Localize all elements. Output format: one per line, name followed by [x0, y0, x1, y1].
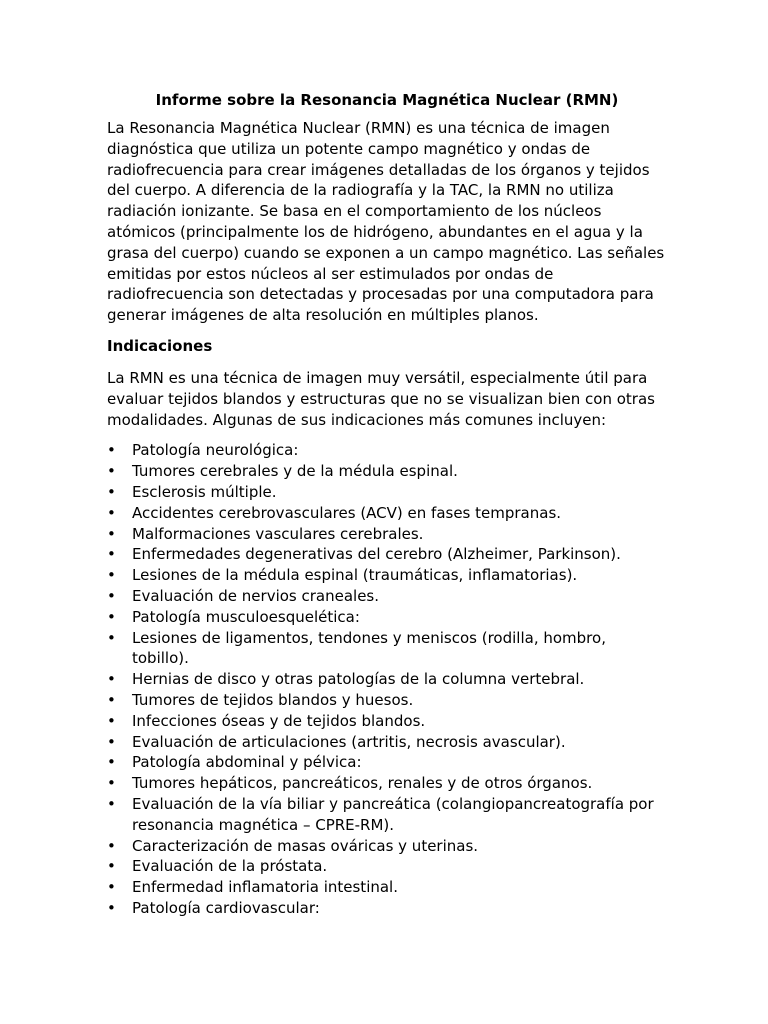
list-item: [107, 877, 667, 898]
indications-paragraph: La RMN es una técnica de imagen muy versátil, especialmente útil para evaluar tejidos blandos y estructuras que no se visualizan bien con otras modalidades. Algunas de sus indicaciones más comunes incluyen:: [107, 368, 655, 429]
list-item-text: Esclerosis múltiple.: [132, 482, 277, 501]
bullet-icon: •: [107, 794, 116, 813]
list-item-text: Patología musculoesquelética:: [132, 607, 360, 626]
list-item-text: Infecciones óseas y de tejidos blandos.: [132, 711, 426, 730]
list-item: [107, 794, 667, 836]
section-heading-indicaciones: Indicaciones: [107, 336, 213, 355]
bullet-icon: •: [107, 898, 116, 917]
bullet-icon: •: [107, 524, 116, 543]
list-item: [107, 628, 667, 670]
list-item: [107, 836, 667, 857]
bullet-icon: •: [107, 732, 116, 751]
intro-paragraph: La Resonancia Magnética Nuclear (RMN) es una técnica de imagen diagnóstica que utiliza un potente campo magnético y ondas de radiofrecuencia para crear imágenes detalladas de los órganos y tejidos del cuerpo. A diferencia de la radiografía y la TAC, la RMN no utiliza radiación ionizante. Se basa en el comportamiento de los núcleos atómicos (principalmente los de hidrógeno, abundantes en el agua y la grasa del cuerpo) cuando se exponen a un campo magnético. Las señales emitidas por estos núcleos al ser estimulados por ondas de radiofrecuencia son detectadas y procesadas por una computadora para generar imágenes de alta resolución en múltiples planos.: [107, 119, 665, 325]
list-item-text: Enfermedad inflamatoria intestinal.: [132, 878, 398, 897]
list-item-text: Patología cardiovascular:: [132, 898, 320, 917]
bullet-icon: •: [107, 670, 116, 689]
list-item: [107, 524, 667, 545]
document-title: Informe sobre la Resonancia Magnética Nuclear (RMN): [155, 91, 619, 109]
list-item: [107, 440, 667, 461]
bullet-icon: •: [107, 545, 116, 564]
bullet-icon: •: [107, 482, 116, 501]
list-item-text: Tumores hepáticos, pancreáticos, renales y de otros órganos.: [132, 774, 593, 793]
list-item: [107, 669, 667, 690]
bullet-icon: •: [107, 878, 116, 897]
indications-list: [107, 440, 667, 918]
list-item-text: Evaluación de articulaciones (artritis, necrosis avascular).: [132, 732, 566, 751]
list-item-text: Tumores cerebrales y de la médula espinal.: [132, 462, 458, 481]
list-item: [107, 503, 667, 524]
list-item: [107, 898, 667, 919]
list-item-text: Accidentes cerebrovasculares (ACV) en fases tempranas.: [132, 503, 562, 522]
bullet-icon: •: [107, 566, 116, 585]
bullet-icon: •: [107, 836, 116, 855]
list-item-text: Evaluación de la próstata.: [132, 857, 328, 876]
list-item-text: Malformaciones vasculares cerebrales.: [132, 524, 424, 543]
list-item: [107, 461, 667, 482]
list-item: [107, 732, 667, 753]
list-item-text: Evaluación de la vía biliar y pancreática (colangiopancreatografía por resonancia magnética – CPRE-RM).: [132, 794, 654, 834]
list-item-text: Evaluación de nervios craneales.: [132, 586, 380, 605]
bullet-icon: •: [107, 462, 116, 481]
list-item: [107, 607, 667, 628]
bullet-icon: •: [107, 628, 116, 647]
list-item-text: Patología abdominal y pélvica:: [132, 753, 362, 772]
bullet-icon: •: [107, 857, 116, 876]
list-item: [107, 752, 667, 773]
list-item: [107, 690, 667, 711]
list-item: [107, 565, 667, 586]
document-page: [107, 88, 667, 919]
bullet-icon: •: [107, 774, 116, 793]
bullet-icon: •: [107, 753, 116, 772]
bullet-icon: •: [107, 586, 116, 605]
bullet-icon: •: [107, 607, 116, 626]
list-item-text: Hernias de disco y otras patologías de la columna vertebral.: [132, 670, 585, 689]
bullet-icon: •: [107, 711, 116, 730]
list-item: [107, 856, 667, 877]
list-item: [107, 586, 667, 607]
bullet-icon: •: [107, 441, 116, 460]
bullet-icon: •: [107, 503, 116, 522]
list-item-text: Lesiones de la médula espinal (traumáticas, inflamatorias).: [132, 566, 578, 585]
list-item: [107, 482, 667, 503]
list-item: [107, 711, 667, 732]
list-item-text: Lesiones de ligamentos, tendones y meniscos (rodilla, hombro, tobillo).: [132, 628, 606, 668]
bullet-icon: •: [107, 690, 116, 709]
list-item-text: Caracterización de masas ováricas y uterinas.: [132, 836, 479, 855]
list-item-text: Enfermedades degenerativas del cerebro (Alzheimer, Parkinson).: [132, 545, 621, 564]
list-item: [107, 773, 667, 794]
list-item-text: Patología neurológica:: [132, 441, 299, 460]
list-item: [107, 544, 667, 565]
list-item-text: Tumores de tejidos blandos y huesos.: [132, 690, 414, 709]
